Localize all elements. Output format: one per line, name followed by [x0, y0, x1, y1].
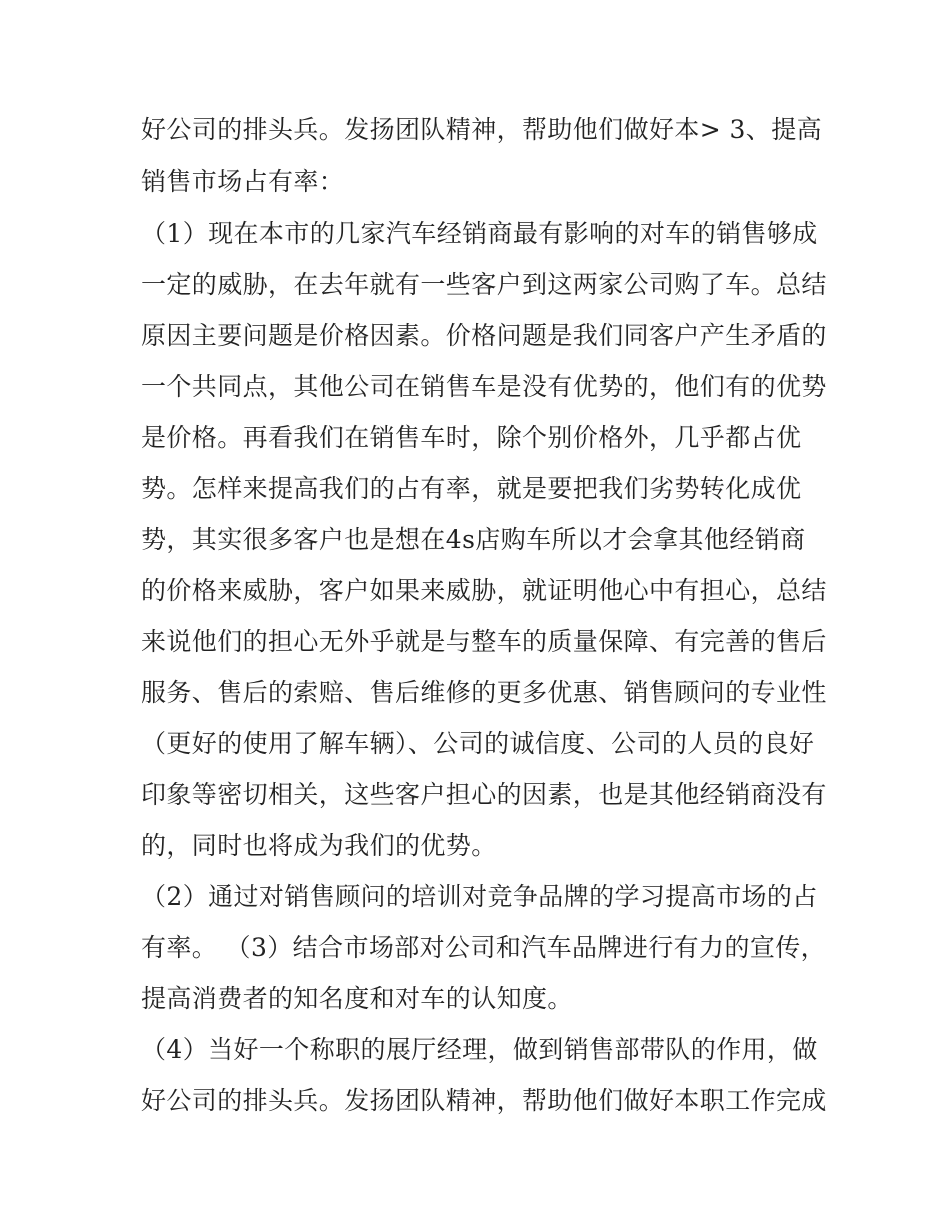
text-line-1: 好公司的排头兵。发扬团队精神，帮助他们做好本> 3、提高 [141, 115, 823, 144]
text-line-6: 一个共同点，其他公司在销售车是没有优势的，他们有的优势 [141, 372, 827, 401]
text-line-13: （更好的使用了解车辆）、公司的诚信度、公司的人员的良好 [141, 729, 815, 758]
text-line-10: 的价格来威胁，客户如果来威胁，就证明他心中有担心，总结 [141, 576, 827, 605]
text-line-4: 一定的威胁，在去年就有一些客户到这两家公司购了车。总结 [141, 270, 827, 299]
text-line-11: 来说他们的担心无外乎就是与整车的质量保障、有完善的售后 [141, 627, 827, 656]
text-line-8: 势。怎样来提高我们的占有率，就是要把我们劣势转化成优 [141, 474, 802, 503]
text-line-5: 原因主要问题是价格因素。价格问题是我们同客户产生矛盾的 [141, 321, 827, 350]
text-line-20: 好公司的排头兵。发扬团队精神，帮助他们做好本职工作完成 [141, 1086, 827, 1115]
text-line-7: 是价格。再看我们在销售车时，除个别价格外，几乎都占优 [141, 423, 802, 452]
text-line-14: 印象等密切相关，这些客户担心的因素，也是其他经销商没有 [141, 780, 827, 809]
text-line-3: （1）现在本市的几家汽车经销商最有影响的对车的销售够成 [141, 219, 818, 248]
text-line-18: 提高消费者的知名度和对车的认知度。 [141, 984, 573, 1013]
text-line-17: 有率。 （3）结合市场部对公司和汽车品牌进行有力的宣传， [141, 933, 827, 962]
text-line-19: （4）当好一个称职的展厅经理，做到销售部带队的作用，做 [141, 1035, 818, 1064]
text-line-9: 势，其实很多客户也是想在4s店购车所以才会拿其他经销商 [141, 525, 806, 554]
text-line-15: 的，同时也将成为我们的优势。 [141, 831, 497, 860]
text-line-12: 服务、售后的索赔、售后维修的更多优惠、销售顾问的专业性 [141, 678, 827, 707]
text-line-2: 销售市场占有率： [141, 167, 345, 196]
text-line-16: （2）通过对销售顾问的培训对竞争品牌的学习提高市场的占 [141, 882, 818, 911]
